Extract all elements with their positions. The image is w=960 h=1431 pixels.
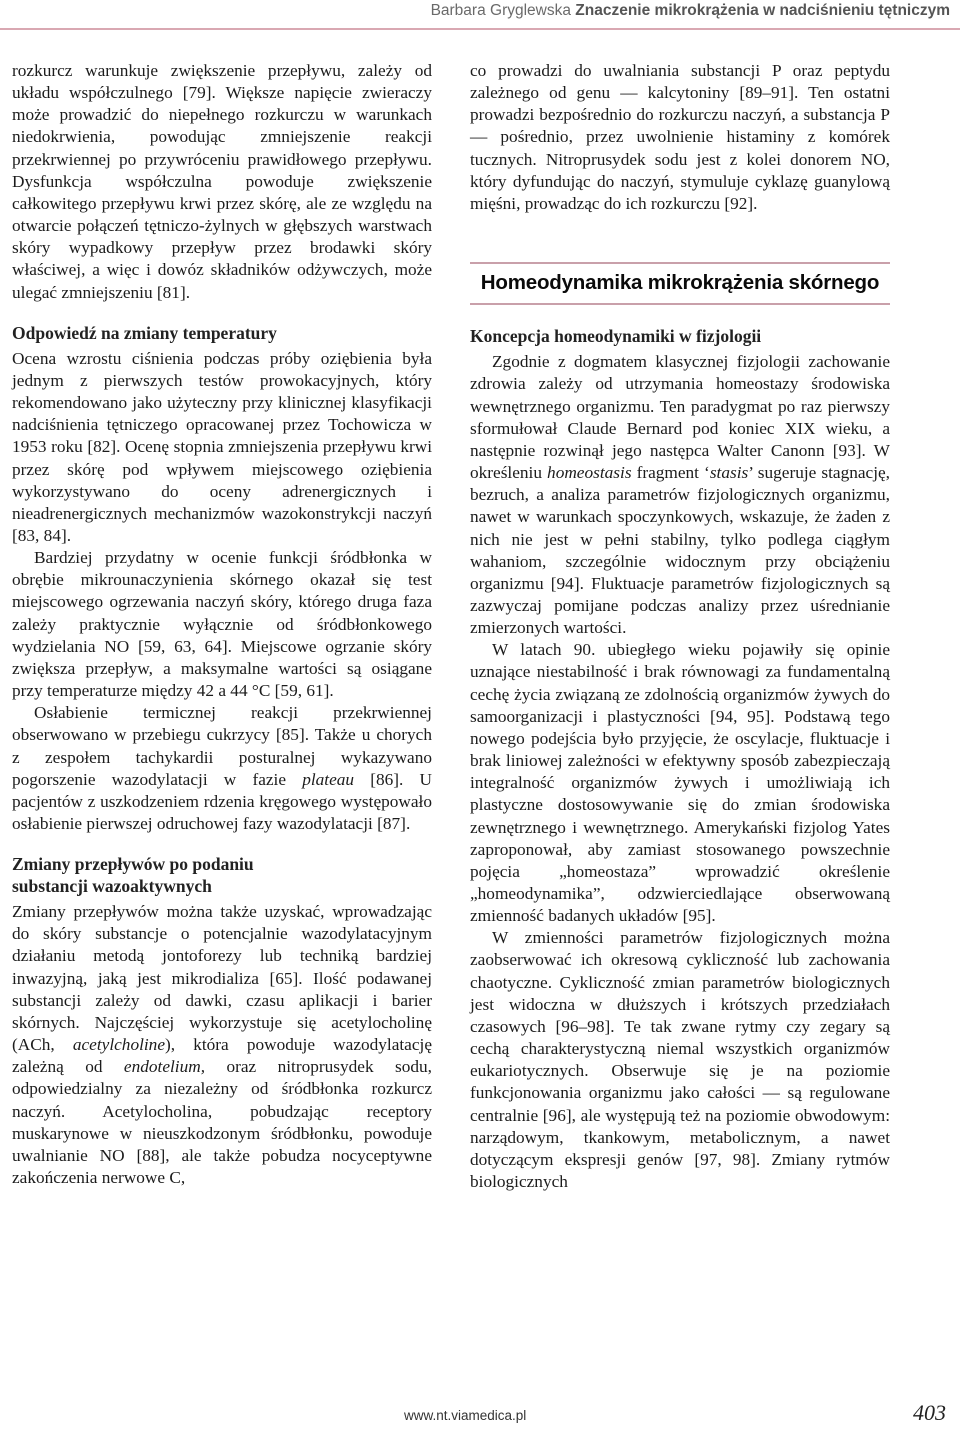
running-head-author: Barbara Gryglewska [430,2,571,19]
text-run: oraz nitroprusydek sodu, odpowiedzialny za niezależny od śródbłonka rozkurcz naczyń. Acetylocholina, pobudzając receptory muskarynowe w nieuszkodzonym śródbłonku, powoduje uwalnianie NO [88], ale także pobudza nocyceptywne zakończenia nerwowe C, [12,1057,432,1188]
text-run: fragment ‘ [631,463,710,483]
paragraph: rozkurcz warunkuje zwiększenie przepływu, zależy od układu współczulnego [79]. Większe napięcie zwieraczy może prowadzić do niepełnego rozkurczu w warunkach niedokrwienia, powodując zmniejszenie reakcji przekrwiennej po przywróceniu prawidłowego przepływu. Dysfunkcja współczulna powoduje zwiększenie całkowitego przepływu krwi przez skórę, ale ze względu na otwarcie połączeń tętniczo-żylnych w głębszych warstwach skóry wypadkowy przepływ przez brodawki skóry właściwej, a więc i dowóz składników odżywczych, może ulegać zmniejszeniu [81]. [12,61,432,302]
text-run: ), która powoduje wazodylatację zależną od [12,1035,432,1077]
subheading-vasoactive [12,853,432,897]
paragraph [12,901,432,1189]
text-run: Osłabienie termicznej reakcji przekrwiennej obserwowano w przebiegu cukrzycy [85]. Także u chorych z zespołem tachykardii posturalnej wykazywano pogorszenie wazodylatacji w fazie [12,703,432,789]
paragraph: W zmienności parametrów fizjologicznych można zaobserwować ich okresową cykliczność lub zachowania chaotyczne. Cykliczność zmian parametrów biologicznych jest widoczna w dłuższych i krótszych przedziałach czasowych [96–98]. Te tak zwane rytmy czy zegary są cechą charakterystyczną niemal wszystkich organizmów eukariotycznych. Obserwuje się je na poziomie funkcjonowania organizmu jako całości — są regulowane centralnie [96], ale występują też na poziomie obwodowym: narządowym, tkankowym, metabolicznym, a nawet dotyczącym ekspresji genów [97, 98]. Zmiany rytmów biologicznych [470,928,890,1192]
running-head [431,2,950,20]
subheading-line: Zmiany przepływów po podaniu [12,854,254,875]
subheading-concept: Koncepcja homeodynamiki w fizjologii [470,326,762,347]
right-column [470,60,890,1193]
italic-term: plateau [302,769,355,789]
text-run: Zgodnie z dogmatem klasycznej fizjologii zachowanie zdrowia zależy od utrzymania homeostazy środowiska wewnętrznego organizmu. Ten paradygmat po raz pierwszy sformułował Claude Bernard pod koniec XIX wieku, a następnie rozwinął jego następca Walter Canonn [93]. W określeniu [470,352,890,483]
paragraph: co prowadzi do uwalniania substancji P oraz peptydu zależnego od genu — kalcytoniny [89–91]. Ten ostatni prowadzi bezpośrednio do rozkurczu naczyń, a substancja P — pośrednio, przez uwolnienie histaminy z komórek tucznych. Nitroprusydek sodu jest z kolei donorem NO, który dyfundując do naczyń, stymuluje cyklazę guanylową mięśni, prowadząc do ich rozkurczu [92]. [470,61,890,213]
italic-term: acetylcholine [72,1035,165,1055]
subheading-temperature: Odpowiedź na zmiany temperatury [12,322,277,343]
journal-url: www.nt.viamedica.pl [404,1408,527,1423]
header-divider [0,28,960,30]
section-title: Homeodynamika mikrokrążenia skórnego [480,271,880,295]
paragraph: Ocena wzrostu ciśnienia podczas próby oziębienia była jednym z pierwszych testów prowokacyjnych, który rekomendowano jako użyteczny przy klinicznej klasyfikacji nadciśnienia tętniczego opracowanej przez Tochowicza w 1953 roku [82]. Ocenę stopnia zmniejszenia przepływu krwi przez skórę pod wpływem miejscowego oziębienia wykorzystywano do oceny adrenergicznych i nieadrenergicznych mechanizmów wazokonstrykcji naczyń [83, 84]. [12,348,432,545]
section-title-box [470,262,890,305]
italic-term: homeostasis [547,463,632,483]
subheading-line: substancji wazoaktywnych [12,876,212,897]
left-column [12,60,432,1189]
paragraph: W latach 90. ubiegłego wieku pojawiły się opinie uznające niestabilność i brak równowagi za fundamentalną cechę życia związaną ze zdolnością organizmów żywych do samoorganizacji i plastyczności [94, 95]. Podstawą tego nowego podejścia było przyjęcie, że oscylacje, fluktuacje i brak liniowej zależności w efektywny sposób zabezpieczają integralność organizmów żywych i umożliwiają ich plastyczne dostosowywanie się do zmian środowiska zewnętrznego i wewnętrznego. Amerykański fizjolog Yates zaproponował, aby zamiast stosowanego powszechnie pojęcia „homeostaza” wprowadzić określenie „homeodynamika”, odzwierciedlające obserwowaną zmienność badanych układów [95]. [470,640,890,926]
paragraph: Bardziej przydatny w ocenie funkcji śródbłonka w obrębie mikrounaczynienia skórnego okazał się test miejscowego ogrzewania naczyń skóry, którego druga faza zależy praktycznie wyłącznie od śródbłonkowego wydzielania NO [59, 63, 64]. Miejscowe ogrzanie skóry zwiększa przepływ, a maksymalne wartości są osiągane przy temperaturze między 42 a 44 °C [59, 61]. [12,548,432,701]
italic-term: endotelium, [123,1057,206,1077]
text-run: Zmiany przepływów można także uzyskać, wprowadzając do skóry substancje o potencjalnie wazodylatacyjnym działaniu metodą jontoforezy lub techniką bardziej inwazyjną, jaką jest mikrodializa [65]. Ilość podawanej substancji zależy od dawki, czasu aplikacji i barier skórnych. Najczęściej wykorzystuje się acetylocholinę (ACh, [12,902,432,1055]
italic-term: stasis [709,463,749,483]
text-run: ’ sugeruje stagnację, bezruch, a analiza parametrów fizjologicznych organizmu, nawet w warunkach spoczynkowych, wskazuje, że żaden z nich nie jest w pełni stabilny, tylko podlega ciągłym wahaniom, szczególnie widocznym przy obciążeniu organizmu [94]. Fluktuacje parametrów fizjologicznych są zazwyczaj pomijane podczas analizy przez uśrednianie zmierzonych wartości. [470,463,890,638]
paragraph [470,351,890,639]
page-number: 403 [913,1400,946,1425]
running-head-title: Znaczenie mikrokrążenia w nadciśnieniu tętniczym [575,2,950,19]
text-run: [86]. U pacjentów z uszkodzeniem rdzenia kręgowego występowało osłabienie pierwszej odruchowej fazy wazodylatacji [87]. [12,769,432,833]
paragraph [12,702,432,835]
